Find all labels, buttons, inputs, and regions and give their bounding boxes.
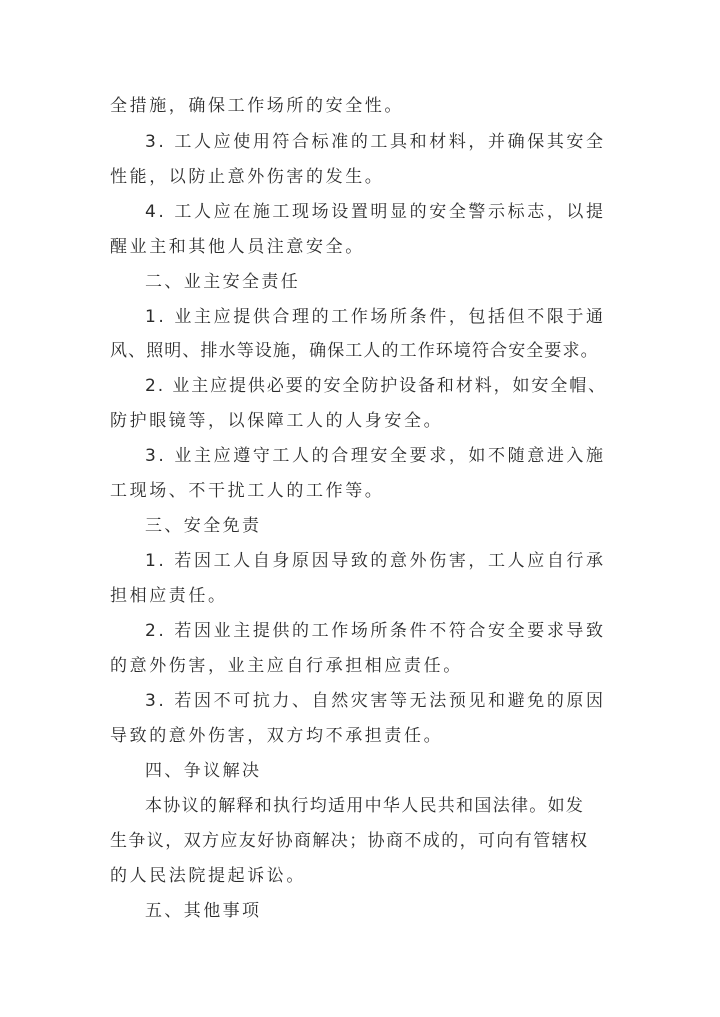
text-line: 性能，以防止意外伤害的发生。 (110, 167, 385, 187)
clause-text: 3. 工人应使用符合标准的工具和材料，并确保其安全 (145, 132, 606, 152)
clause-text: 2. 业主应提供必要的安全防护设备和材料，如安全帽、 (145, 376, 608, 396)
text-line: 导致的意外伤害，双方均不承担责任。 (110, 726, 444, 746)
clause-text: 2. 若因业主提供的工作场所条件不符合安全要求导致 (145, 621, 606, 641)
text-line: 醒业主和其他人员注意安全。 (110, 237, 365, 257)
text-line: 的意外伤害，业主应自行承担相应责任。 (110, 656, 463, 676)
clause-text: 4. 工人应在施工现场设置明显的安全警示标志，以提 (145, 202, 606, 222)
section-heading-other-matters: 五、其他事项 (145, 901, 262, 921)
text-line: 的人民法院提起诉讼。 (110, 866, 306, 886)
section-heading-owner-safety: 二、业主安全责任 (145, 272, 301, 292)
text-line: 防护眼镜等，以保障工人的人身安全。 (110, 411, 444, 431)
text-line: 全措施，确保工作场所的安全性。 (110, 96, 404, 116)
clause-text: 1. 若因工人自身原因导致的意外伤害，工人应自行承 (145, 551, 606, 571)
clause-text: 3. 若因不可抗力、自然灾害等无法预见和避免的原因 (145, 691, 606, 711)
section-heading-dispute-resolution: 四、争议解决 (145, 761, 262, 781)
text-line: 生争议，双方应友好协商解决；协商不成的，可向有管辖权 (110, 831, 589, 851)
section-heading-safety-exemption: 三、安全免责 (145, 516, 262, 536)
text-line: 风、照明、排水等设施，确保工人的工作环境符合安全要求。 (110, 341, 599, 361)
text-line: 工现场、不干扰工人的工作等。 (110, 481, 385, 501)
clause-text: 3. 业主应遵守工人的合理安全要求，如不随意进入施 (145, 446, 606, 466)
paragraph-text: 本协议的解释和执行均适用中华人民共和国法律。如发 (145, 796, 585, 816)
clause-text: 1. 业主应提供合理的工作场所条件，包括但不限于通 (145, 307, 606, 327)
text-line: 担相应责任。 (110, 586, 228, 606)
